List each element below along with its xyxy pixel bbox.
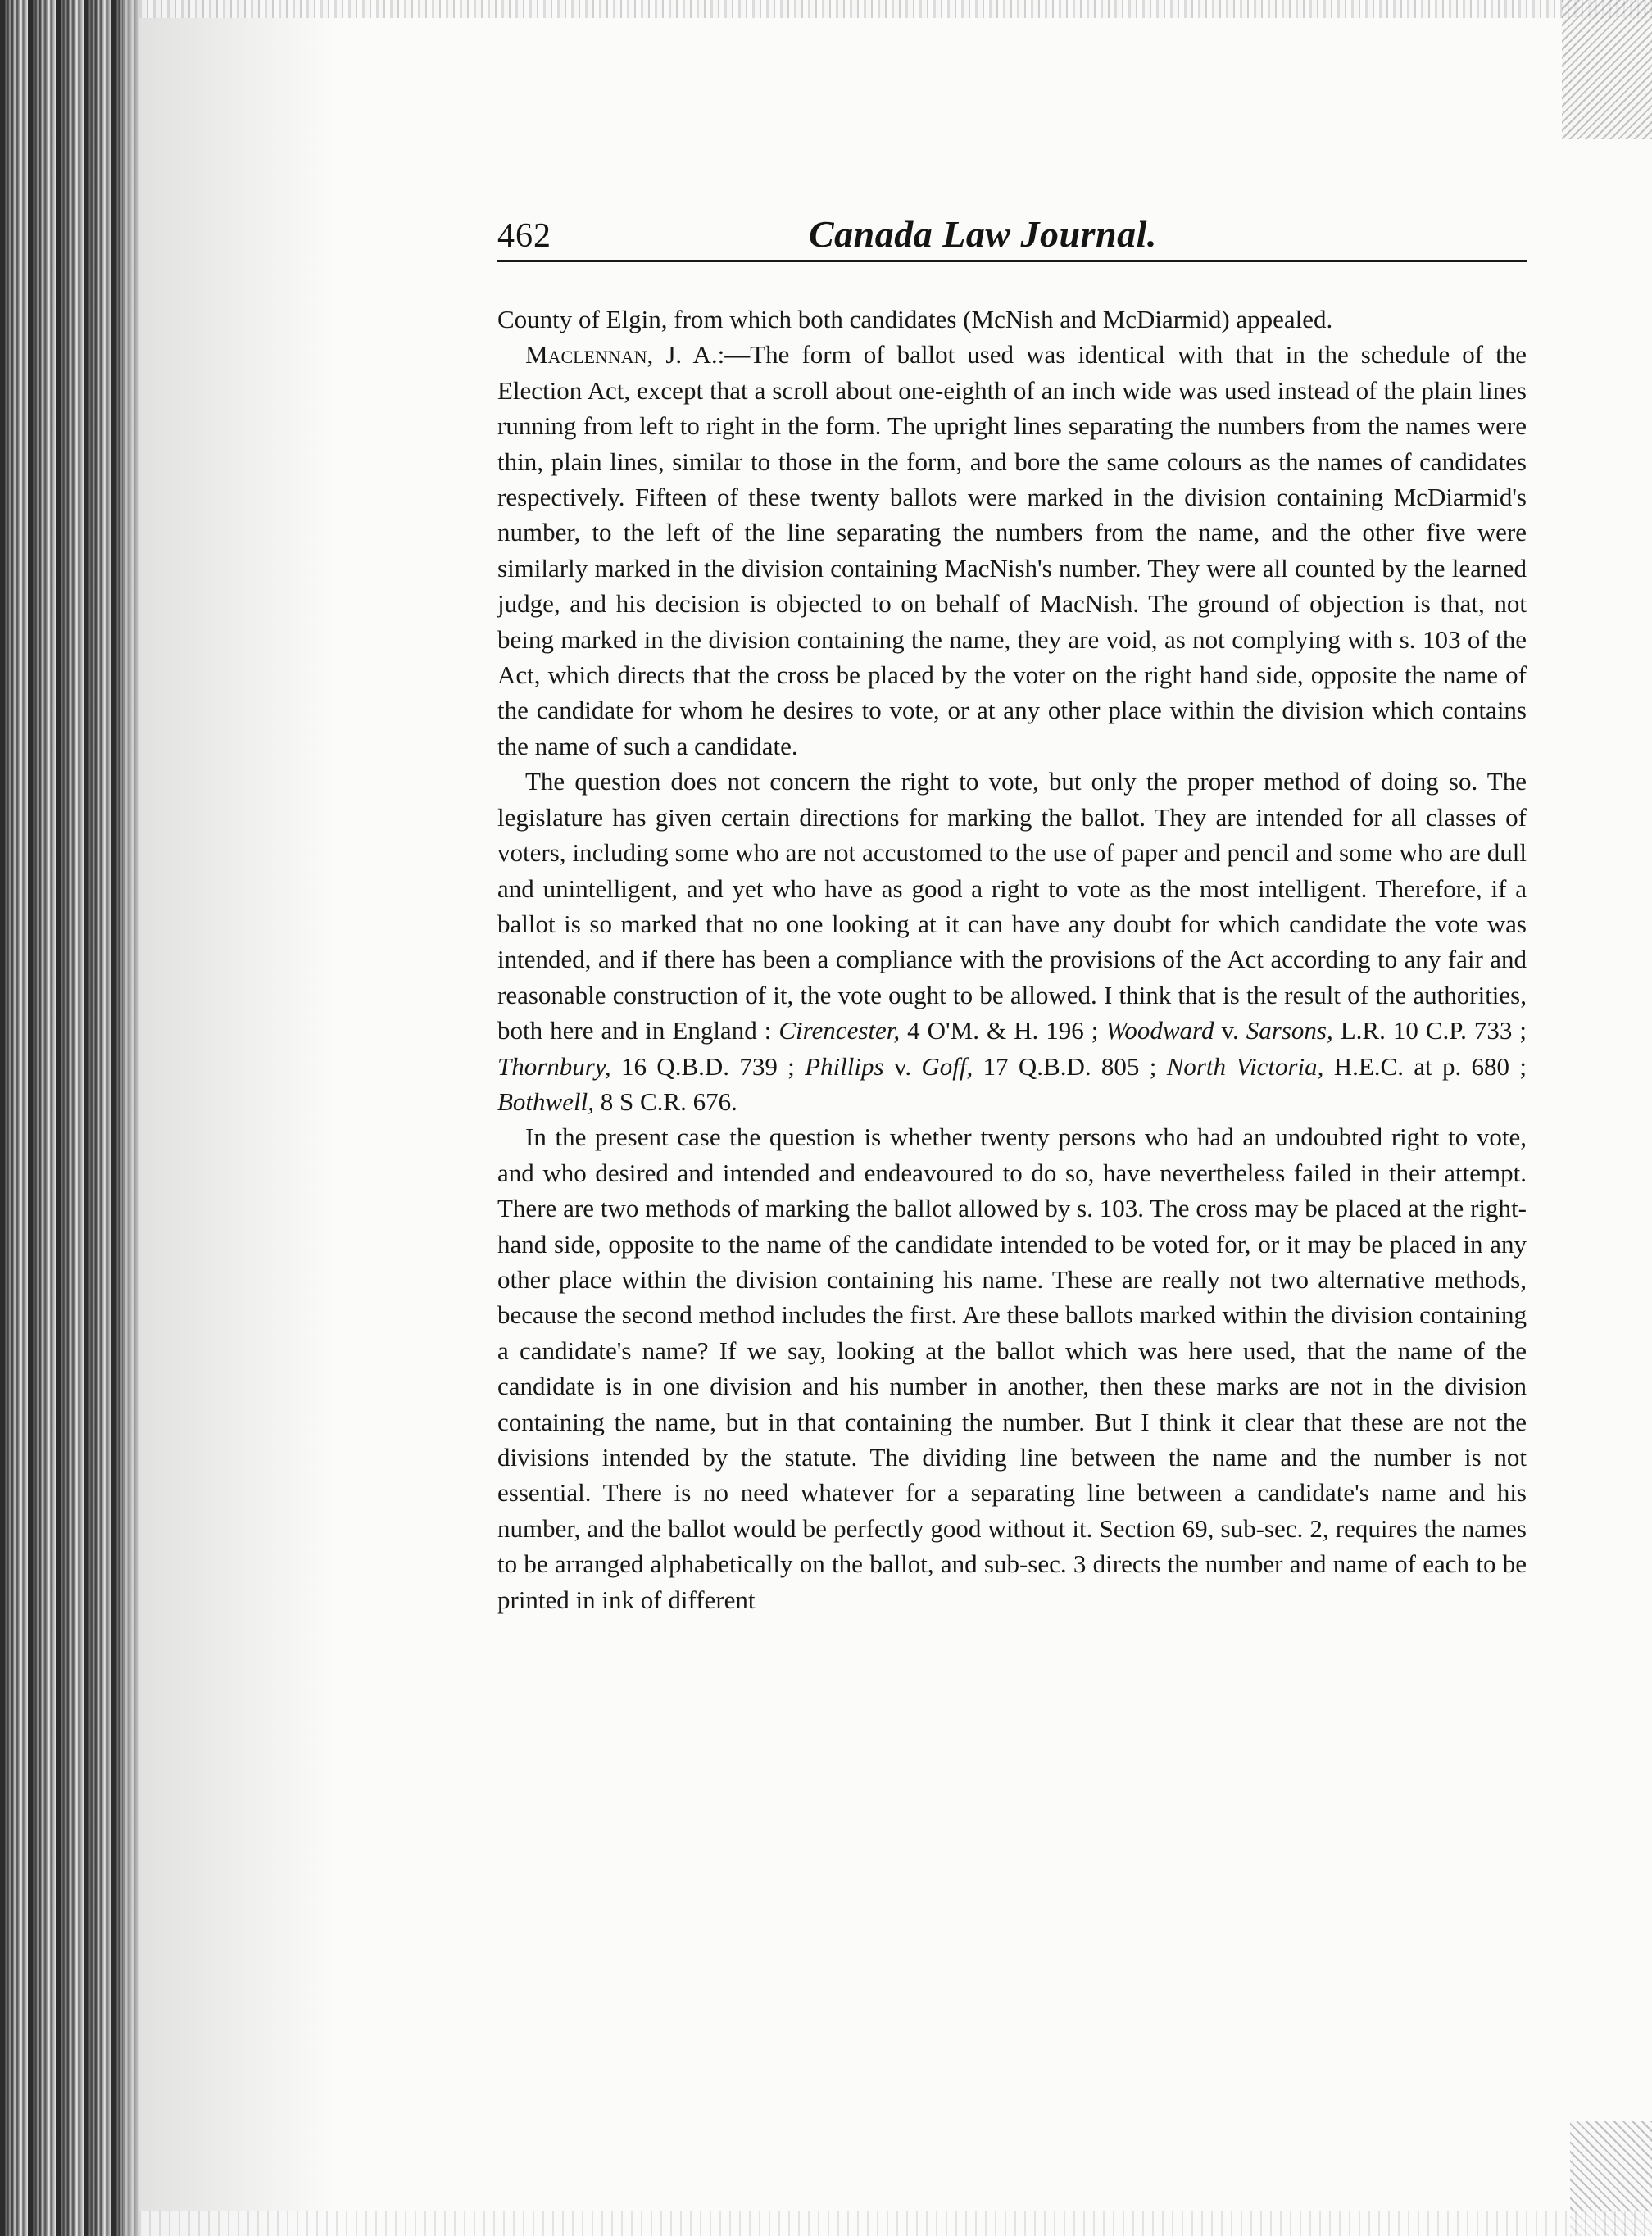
spine-gradient bbox=[123, 0, 336, 2236]
header-rule bbox=[497, 260, 1527, 262]
case-citation: Woodward bbox=[1105, 1016, 1214, 1045]
page-header bbox=[497, 205, 1527, 262]
citation-ref: H.E.C. at p. 680 ; bbox=[1323, 1051, 1527, 1081]
book-spine-shadow bbox=[0, 0, 139, 2236]
case-citation: Cirencester, bbox=[778, 1016, 901, 1045]
citation-ref: 8 S C.R. 676. bbox=[593, 1086, 738, 1116]
case-citation: Thornbury, bbox=[497, 1051, 611, 1081]
paragraph-1: County of Elgin, from which both candidates (McNish and McDiarmid) appealed. bbox=[497, 305, 1333, 333]
citation-ref: L.R. 10 C.P. 733 ; bbox=[1332, 1016, 1527, 1045]
citation-versus: v. bbox=[1214, 1016, 1246, 1045]
paragraph-2 bbox=[497, 337, 1527, 764]
page-number: 462 bbox=[497, 217, 551, 255]
scan-edge-bottom bbox=[139, 2211, 1652, 2236]
paragraph-3-text: The question does not concern the right to vote, but only the proper method of doing so. The legislature has given certain directions for marking the ballot. They are intended for all classes of voters, including some who are not accustomed to the use of paper and pencil and some who are dull and unintelligent, and yet who have as good a right to vote as the most intelligent. Therefore, if a ballot is so marked that no one looking at it can have any doubt for which candidate the vote was intended, and if there has been a compliance with the provisions of the Act according to any fair and reasonable construction of it, the vote ought to be allowed. I think that is the result of the authorities, both here and in England : bbox=[497, 767, 1527, 1045]
case-citation: Bothwell, bbox=[497, 1086, 594, 1116]
case-citation: Phillips bbox=[805, 1051, 884, 1081]
paragraph-3 bbox=[497, 764, 1527, 1119]
citation-ref: 16 Q.B.D. 739 ; bbox=[610, 1051, 806, 1081]
body-text bbox=[497, 302, 1527, 1617]
citation-ref: 4 O'M. & H. 196 ; bbox=[900, 1016, 1106, 1045]
case-citation: North Victoria, bbox=[1166, 1051, 1324, 1081]
scan-corner-top-right bbox=[1562, 0, 1652, 139]
paragraph-2-text: :—The form of ballot used was identical with that in the schedule of the Election Act, except that a scroll about one-eighth of an inch wide was used instead of the plain lines running from left to right in the form. The upright lines separating the numbers from the names were thin, plain lines, similar to those in the form, and bore the same colours as the names of candidates respectively. Fifteen of these twenty ballots were marked in the division containing McDiarmid's number, to the left of the line separating the numbers from the name, and the other five were similarly marked in the division containing MacNish's number. They were all counted by the learned judge, and his decision is objected to on behalf of MacNish. The ground of objection is that, not being marked in the division containing the name, they are void, as not complying with s. 103 of the Act, which directs that the cross be placed by the voter on the right hand side, opposite the name of the candidate for whom he desires to vote, or at any other place within the division which contains the name of such a candidate. bbox=[497, 340, 1527, 760]
judge-name: Maclennan, J. A. bbox=[525, 340, 718, 370]
case-citation: Goff, bbox=[921, 1051, 974, 1081]
case-citation: Sarsons, bbox=[1246, 1016, 1333, 1045]
scan-edge-top bbox=[139, 0, 1652, 18]
citation-ref: 17 Q.B.D. 805 ; bbox=[973, 1051, 1167, 1081]
paragraph-4: In the present case the question is whether twenty persons who had an undoubted right to vote, and who desired and intended and endeavoured to do so, have nevertheless failed in their attempt. There are two methods of marking the ballot allowed by s. 103. The cross may be placed at the right-hand side, opposite to the name of the candidate intended to be voted for, or it may be placed in any other place within the division containing his name. These are really not two alternative methods, because the second method includes the first. Are these ballots marked within the division containing a candidate's name? If we say, looking at the ballot which was here used, that the name of the candidate is in one division and his number in another, then these marks are not in the division containing the name, but in that containing the number. But I think it clear that these are not the divisions intended by the statute. The dividing line between the name and the number is not essential. There is no need whatever for a separating line between a candidate's name and his number, and the ballot would be perfectly good without it. Section 69, sub-sec. 2, requires the names to be arranged alphabetically on the ballot, and sub-sec. 3 directs the number and name of each to be printed in ink of different bbox=[497, 1123, 1527, 1614]
citation-versus: v. bbox=[883, 1051, 922, 1081]
running-title: Canada Law Journal. bbox=[809, 213, 1157, 255]
